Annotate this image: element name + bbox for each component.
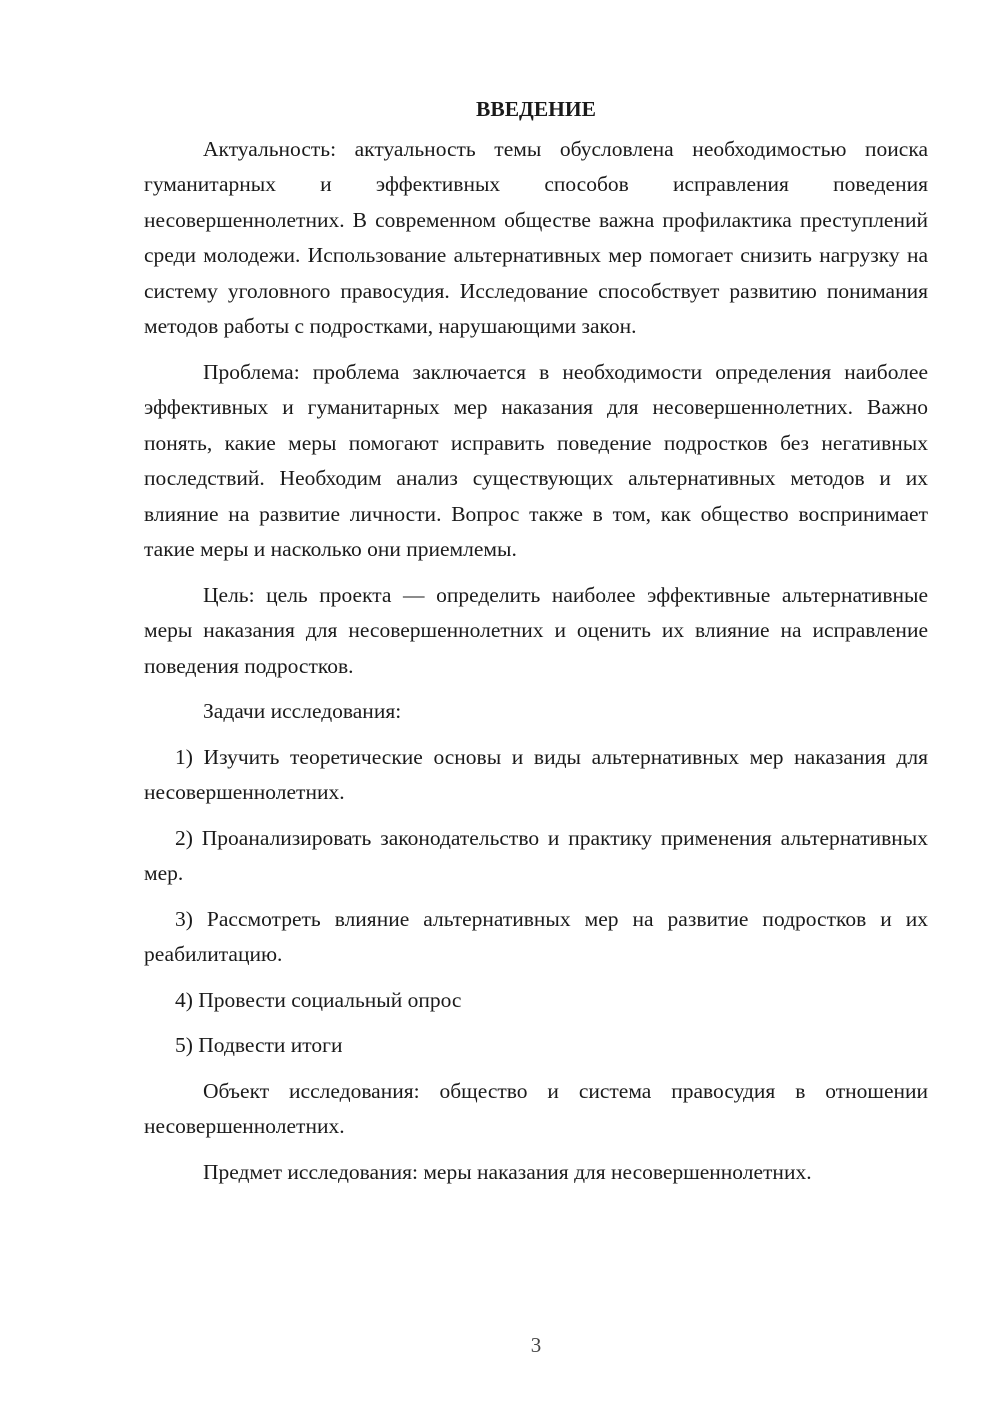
task-item-1: 1) Изучить теоретические основы и виды альтернативных мер наказания для несовершеннолетних. [144,744,928,804]
relevance-paragraph: Актуальность: актуальность темы обусловлена необходимостью поиска гуманитарных и эффективных способов исправления поведения несовершеннолетних. В современном обществе важна профилактика преступлений среди молодежи. Использование альтернативных мер помогает снизить нагрузку на систему уголовного правосудия. Исследование способствует развитию понимания методов работы с подростками, нарушающими закон. [144,136,928,338]
tasks-title: Задачи исследования: [203,699,402,723]
task-item-3: 3) Рассмотреть влияние альтернативных мер на развитие подростков и их реабилитацию. [144,906,928,966]
document-page [144,92,928,1200]
subject-paragraph: Предмет исследования: меры наказания для несовершеннолетних. [203,1159,812,1184]
object-paragraph: Объект исследования: общество и система правосудия в отношении несовершеннолетних. [144,1078,928,1138]
problem-paragraph: Проблема: проблема заключается в необходимости определения наиболее эффективных и гуманитарных мер наказания для несовершеннолетних. Важно понять, какие меры помогают исправить поведение подростков без негативных последствий. Необходим анализ существующих альтернативных методов и их влияние на развитие личности. Вопрос также в том, как общество воспринимает такие меры и насколько они приемлемы. [144,359,928,561]
task-item-5: 5) Подвести итоги [175,1033,343,1057]
page-title: ВВЕДЕНИЕ [476,97,596,121]
task-item-4: 4) Провести социальный опрос [175,987,462,1012]
task-item-2: 2) Проанализировать законодательство и практику применения альтернативных мер. [144,825,928,885]
goal-paragraph: Цель: цель проекта — определить наиболее эффективные альтернативные меры наказания для несовершеннолетних и оценить их влияние на исправление поведения подростков. [144,582,928,678]
page-number: 3 [530,1333,542,1357]
